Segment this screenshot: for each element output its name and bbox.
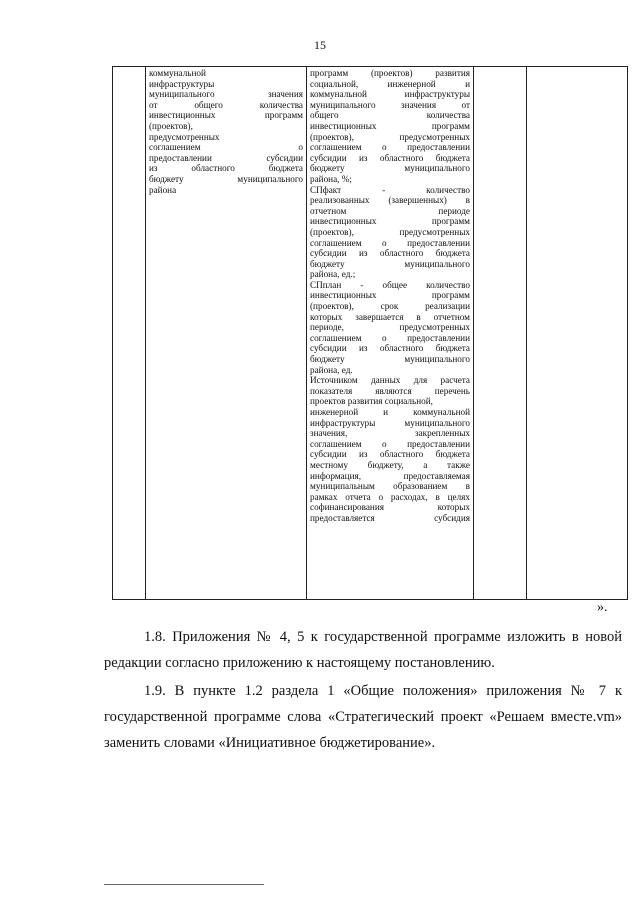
cell-line: бюджету муниципального [310,354,470,365]
cell-line: проектов развития социальной, [310,396,433,407]
paragraph-1-9-text: 1.9. В пункте 1.2 раздела 1 «Общие положения» приложения № 7 к государственной программе слова «Стратегический проект «Решаем вместе.vm» заменить словами «Инициативное бюджетирование». [104,683,622,751]
cell-line: инвестиционных программ [149,110,303,121]
cell-line: местному бюджету, а также [310,459,470,470]
cell-line: субсидии из областного бюджета [310,248,470,259]
cell-line: муниципального значения [149,89,303,100]
cell-line: коммунальной [149,68,206,78]
cell-line: соглашением о [149,142,303,153]
cell-line: реализованных (завершенных) в [310,195,470,206]
cell-line: бюджету муниципального [310,258,470,269]
paragraph-1-8-text: 1.8. Приложения № 4, 5 к государственной программе изложить в новой редакции согласно приложению к настоящему постановлению. [104,629,622,671]
table-cell-empty-1 [474,67,527,600]
cell-line: субсидии из областного бюджета [310,152,470,163]
table-row [113,67,628,600]
cell-line: района, ед. [310,364,353,375]
cell-line: района, ед.; [310,269,356,280]
cell-line: софинансирования которых [310,502,470,513]
indicator-name-text [146,67,306,195]
cell-line: (проектов), срок реализации [310,301,470,312]
cell-line: района [149,184,177,195]
cell-line: инженерной и коммунальной [310,407,470,417]
cell-line: соглашением о предоставлении [310,237,470,248]
cell-line: рамках отчета о расходах, в целях [310,491,470,502]
cell-line: коммунальной инфраструктуры [310,89,470,100]
cell-line: показателя являются перечень [310,385,470,396]
indicator-table [112,66,628,600]
paragraph-1-8 [104,624,622,676]
cell-line: инвестиционных программ [310,120,470,131]
cell-line: (проектов), предусмотренных [310,131,470,142]
paragraph-1-9 [104,678,622,756]
page-number: 15 [314,38,326,52]
cell-line: (проектов), предусмотренных [310,226,470,237]
cell-line: программ (проектов) развития [310,68,470,78]
footer-divider [104,884,264,885]
cell-line: предоставляется субсидия [310,512,470,523]
cell-line: значения, закрепленных [310,428,470,439]
cell-line: периоде, предусмотренных [310,322,470,333]
cell-line: бюджету муниципального [149,173,303,184]
cell-line: (проектов), [149,120,193,131]
table-cell-indicator-name [146,67,307,600]
table-cell-empty-2 [527,67,628,600]
cell-line: субсидии из областного бюджета [310,343,470,354]
cell-line: соглашением о предоставлении [310,142,470,153]
cell-line: муниципальным образованием в [310,481,470,492]
cell-line: инфраструктуры муниципального [310,417,470,428]
cell-line: общего количества [310,110,470,121]
cell-line: предусмотренных [149,131,220,142]
cell-line: из областного бюджета [149,163,303,174]
cell-line: муниципального значения от [310,99,470,110]
closing-quote: ». [597,600,608,615]
calculation-method-text [307,67,473,524]
cell-line: предоставлении субсидии [149,152,303,163]
cell-line: от общего количества [149,99,303,110]
cell-line: инвестиционных программ [310,290,470,301]
cell-line: инфраструктуры [149,78,215,89]
cell-line: отчетном периоде [310,205,470,216]
cell-line: инвестиционных программ [310,216,470,227]
cell-line: социальной, инженерной и [310,78,470,89]
cell-line: соглашением о предоставлении [310,332,470,343]
cell-line: информация, предоставляемая [310,470,470,481]
cell-line: бюджету муниципального [310,163,470,174]
cell-line: соглашением о предоставлении [310,438,470,449]
table-cell-calculation-method [307,67,474,600]
cell-line: СПплан - общее количество [310,279,470,290]
cell-line: СПфакт - количество [310,184,470,195]
table-cell-index [113,67,146,600]
cell-line: района, %; [310,173,352,184]
cell-line: которых завершается в отчетном [310,311,470,322]
cell-line: Источником данных для расчета [310,375,470,386]
cell-line: субсидии из областного бюджета [310,449,470,460]
